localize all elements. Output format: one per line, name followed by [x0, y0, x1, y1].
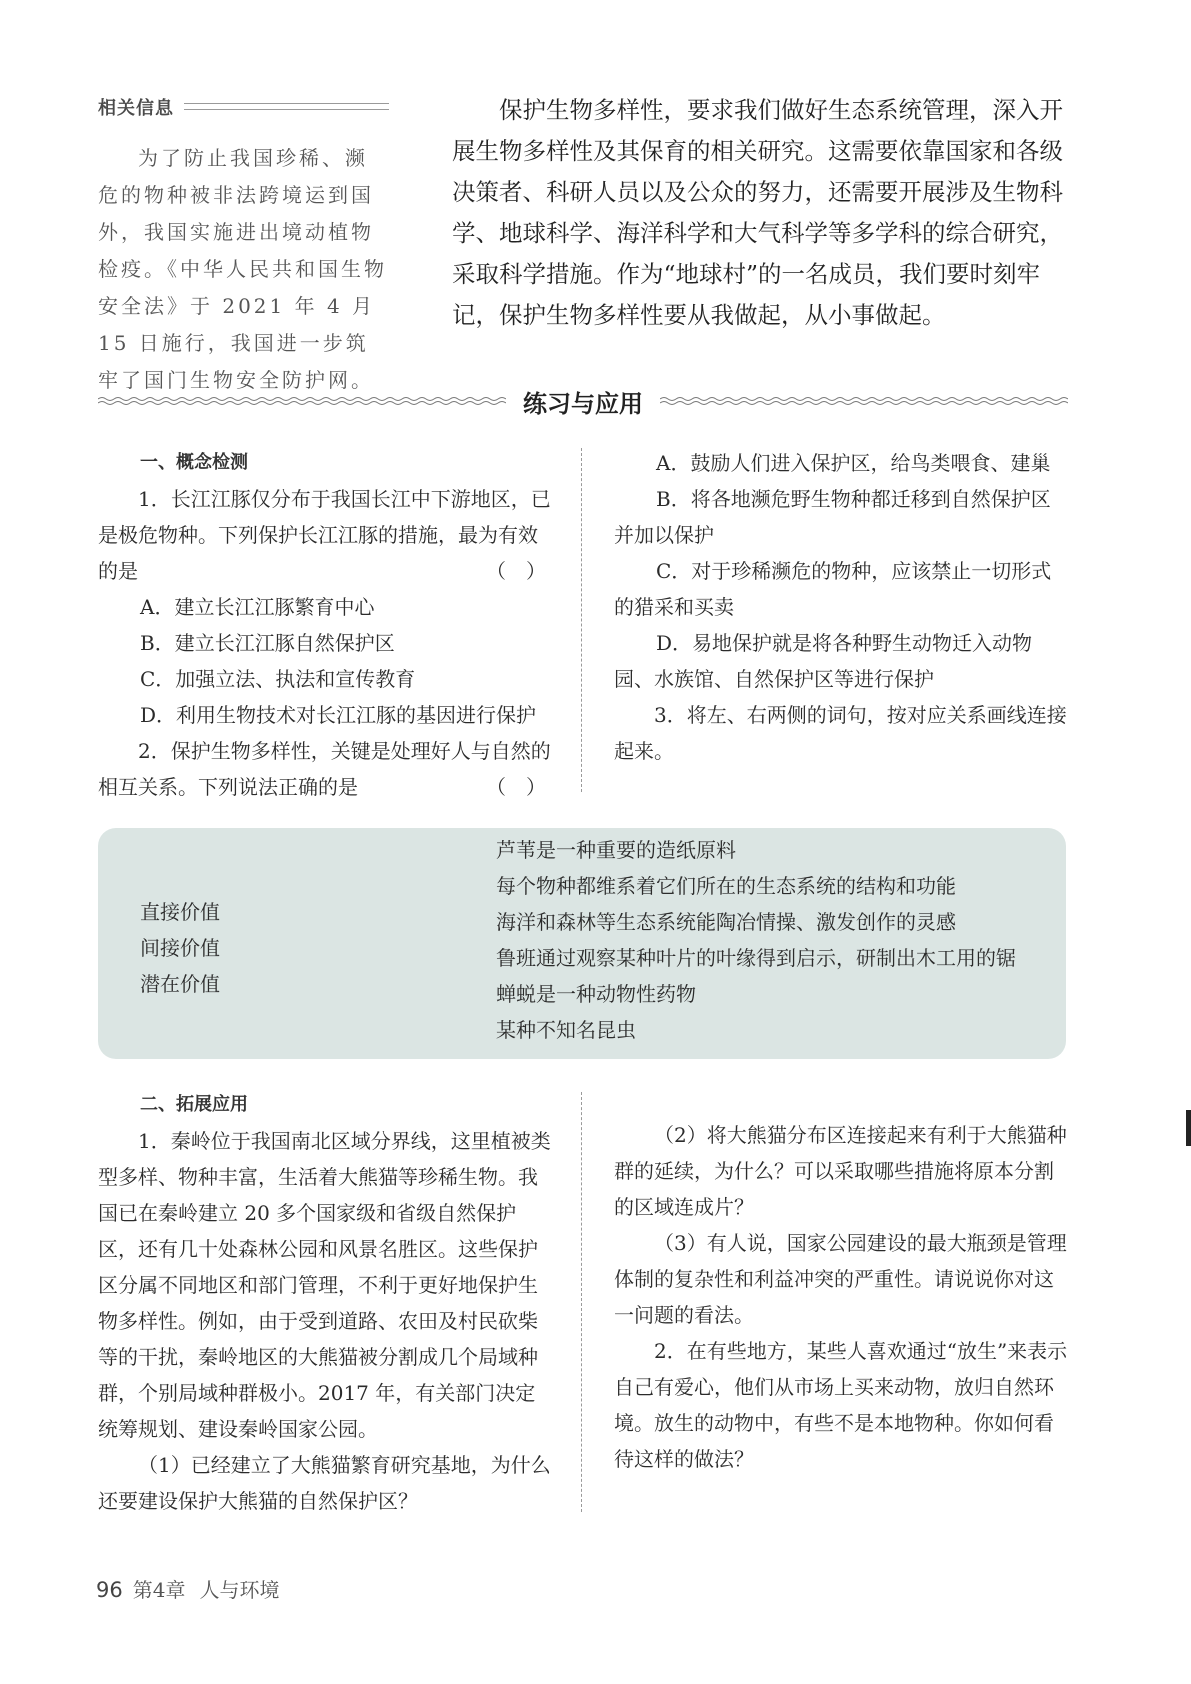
intro-paragraph: 保护生物多样性，要求我们做好生态系统管理，深入开展生物多样性及其保育的相关研究。这需要依靠国家和各级决策者、科研人员以及公众的努力，还需要开展涉及生物科学、地球科学、海洋科学和大气科学等多学科的综合研究，采取科学措施。作为“地球村”的一名成员，我们要时刻牢记，保护生物多样性要从我做起，从小事做起。 [452, 96, 1063, 329]
related-info-title: 相关信息 [98, 98, 174, 119]
q2-option-a: A．鼓励人们进入保护区，给鸟类喂食、建巢 [656, 451, 1051, 475]
column-divider-1 [581, 448, 582, 792]
matching-right-item: 鲁班通过观察某种叶片的叶缘得到启示，研制出木工用的锯 [496, 946, 1016, 970]
q1-option-c: C．加强立法、执法和宣传教育 [140, 667, 416, 691]
q2-option-b: B．将各地濒危野生物种都迁移到自然保护区并加以保护 [614, 487, 1051, 547]
q1-stem: 1．长江江豚仅分布于我国长江中下游地区，已是极危物种。下列保护长江江豚的措施，最为有效的是 （ ） [98, 481, 552, 589]
q2-option-c: C．对于珍稀濒危的物种，应该禁止一切形式的猎采和买卖 [614, 559, 1052, 619]
related-info-text: 为了防止我国珍稀、濒危的物种被非法跨境运到国外，我国实施进出境动植物检疫。《中华人民共和国生物安全法》于 2021 年 4 月 15 日施行，我国进一步筑牢了国门生物安全防护网。 [98, 146, 387, 392]
part1-right-column [614, 445, 1068, 769]
matching-right-item: 某种不知名昆虫 [496, 1018, 636, 1042]
matching-left-list [140, 894, 220, 1002]
q2-option-d: D．易地保护就是将各种野生动物迁入动物园、水族馆、自然保护区等进行保护 [614, 631, 1033, 691]
matching-right-item: 芦苇是一种重要的造纸原料 [496, 838, 736, 862]
matching-right-item: 海洋和森林等生态系统能陶冶情操、激发创作的灵感 [496, 910, 956, 934]
part2-right-column [614, 1117, 1068, 1477]
part2-q1: 1．秦岭位于我国南北区域分界线，这里植被类型多样、物种丰富，生活着大熊猫等珍稀生物。我国已在秦岭建立 20 多个国家级和省级自然保护区，还有几十处森林公园和风景名胜区。这些保护区分属不同地区和部门管理，不利于更好地保护生物多样性。例如，由于受到道路、农田及村民砍柴等的干扰，秦岭地区的大熊猫被分割成几个局域种群，个别局域种群极小。2017 年，有关部门决定统筹规划、建设秦岭国家公园。 [98, 1129, 551, 1441]
matching-left-item: 直接价值 [140, 900, 220, 924]
part2-q1-sub1: （1）已经建立了大熊猫繁育研究基地，为什么还要建设保护大熊猫的自然保护区？ [98, 1453, 551, 1513]
matching-right-list [496, 832, 1016, 1048]
part2-q1-sub3: （3）有人说，国家公园建设的最大瓶颈是管理体制的复杂性和利益冲突的严重性。请说说你对这一问题的看法。 [614, 1231, 1067, 1327]
matching-left-item: 间接价值 [140, 936, 220, 960]
page-edge-mark [1186, 1110, 1191, 1146]
q2-answer-paren: （ ） [486, 775, 546, 799]
part2-left-column [98, 1087, 552, 1519]
page-number: 96 [96, 1578, 123, 1602]
matching-right-item: 每个物种都维系着它们所在的生态系统的结构和功能 [496, 874, 956, 898]
matching-right-item: 蝉蜕是一种动物性药物 [496, 982, 696, 1006]
q1-option-d: D．利用生物技术对长江江豚的基因进行保护 [140, 703, 537, 727]
part1-left-column [98, 445, 552, 805]
part2-heading: 二、拓展应用 [140, 1094, 248, 1115]
section-title: 练习与应用 [523, 390, 643, 418]
related-info-rule [184, 103, 389, 110]
q1-option-a: A．建立长江江豚繁育中心 [140, 595, 375, 619]
q1-answer-paren: （ ） [486, 559, 546, 583]
page-footer [96, 1574, 293, 1603]
matching-box [98, 828, 1066, 1059]
column-divider-2 [581, 1092, 582, 1512]
part1-heading: 一、概念检测 [140, 452, 248, 473]
exercise-section-header [98, 384, 1068, 420]
chapter-title: 人与环境 [199, 1578, 280, 1602]
wavy-rule-left [98, 396, 506, 406]
part2-q2: 2．在有些地方，某些人喜欢通过“放生”来表示自己有爱心，他们从市场上买来动物，放归自然环境。放生的动物中，有些不是本地物种。你如何看待这样的做法？ [614, 1339, 1068, 1471]
matching-left-item: 潜在价值 [140, 972, 220, 996]
q1-option-b: B．建立长江江豚自然保护区 [140, 631, 395, 655]
q3-stem: 3．将左、右两侧的词句，按对应关系画线连接起来。 [614, 703, 1067, 763]
chapter-label: 第4章 [132, 1578, 186, 1602]
q2-stem: 2．保护生物多样性，关键是处理好人与自然的相互关系。下列说法正确的是 （ ） [98, 733, 552, 805]
wavy-rule-right [660, 396, 1068, 406]
part2-q1-sub2: （2）将大熊猫分布区连接起来有利于大熊猫种群的延续，为什么？可以采取哪些措施将原本分割的区域连成片？ [614, 1123, 1067, 1219]
